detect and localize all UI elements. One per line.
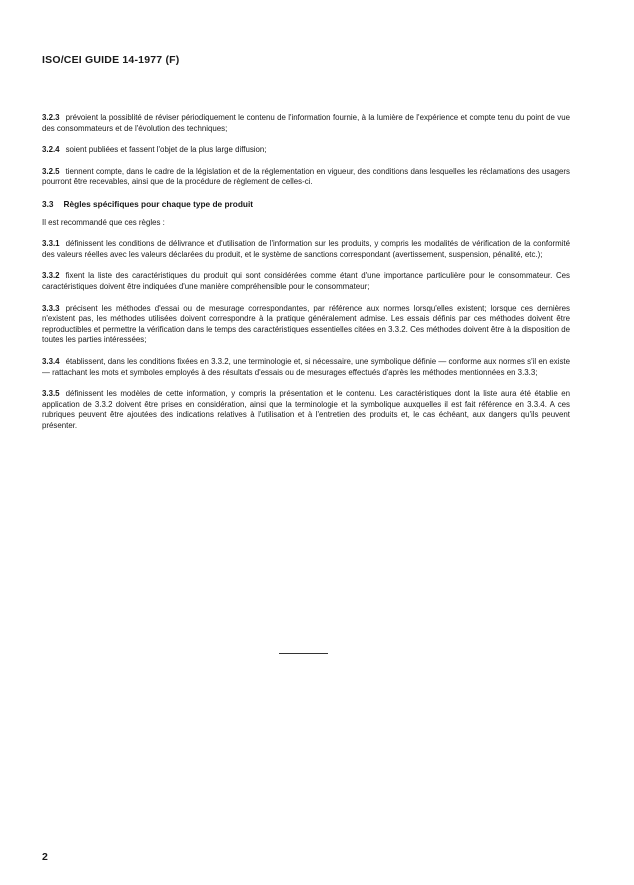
section-title: Règles spécifiques pour chaque type de produit (63, 198, 254, 209)
clause-number: 3.3.5 (42, 389, 60, 399)
end-rule-divider (279, 653, 328, 654)
clause-text: établissent, dans les conditions fixées en 3.3.2, une terminologie et, si nécessaire, une symbolique définie — conforme aux normes s'il en existe — rattachant les mots et symboles employés à des résultats d'essais ou de mesurages effectués d'après les méthodes mentionnées en 3.3.3; (42, 356, 570, 377)
clause-number: 3.2.5 (42, 166, 60, 176)
clause-number: 3.3.4 (42, 356, 60, 366)
clause-text: fixent la liste des caractéristiques du produit qui sont considérées comme étant d'une importance particulière pour le consommateur. Ces caractéristiques doivent être indiquées d'une manière compréhensible pour le consommateur; (42, 271, 570, 291)
clause-3-3-4 (42, 357, 570, 378)
clause-text: définissent les modèles de cette information, y compris la présentation et le contenu. Les caractéristiques dont la liste aura été établie en application de 3.3.2 doivent être prises en considération, ainsi que la terminologie et la symbolique auxquelles il est fait référence en 3.3.4. A ces rubriques peuvent être ajoutées des indications relatives à l'utilisation et à l'entretien des produits et, le cas échéant, aux dangers qu'ils peuvent présenter. (42, 389, 570, 430)
clause-3-2-3 (42, 113, 570, 134)
section-heading (42, 199, 570, 210)
clause-text: tiennent compte, dans le cadre de la législation et de la réglementation en vigueur, des conditions dans lesquelles les réclamations des usagers pourront être recevables, ainsi que de la procédure de règlement de celles-ci. (42, 166, 570, 187)
clause-number: 3.2.4 (42, 145, 60, 155)
clause-3-3-5 (42, 389, 570, 431)
clause-text: soient publiées et fassent l'objet de la plus large diffusion; (65, 145, 267, 155)
page-header: ISO/CEI GUIDE 14-1977 (F) (42, 54, 180, 66)
clause-number: 3.3.3 (42, 303, 60, 313)
clause-text: prévoient la possiblité de réviser périodiquement le contenu de l'information fournie, à la lumière de l'expérience et compte tenu du point de vue des consommateurs et de l'évolution des techniques; (42, 113, 570, 133)
clause-3-3-3 (42, 304, 570, 346)
clause-3-2-4 (42, 145, 570, 156)
document-body (42, 113, 570, 442)
section-number: 3.3 (42, 198, 54, 209)
clause-number: 3.2.3 (42, 113, 60, 122)
clause-number: 3.3.1 (42, 239, 60, 249)
clause-text: précisent les méthodes d'essai ou de mesurage correspondantes, par référence aux normes lorsqu'elles existent; lorsque ces dernières n'existent pas, les méthodes utilisées doivent correspondre à la pratique généralement admise. Les essais définis par ces méthodes doivent être reproductibles et permettre la vérification dans le temps des caractéristiques essentielles citées en 3.3.2. Ces méthodes doivent être à la disposition de toutes les parties intéressées; (42, 303, 570, 345)
clause-3-2-5 (42, 167, 570, 188)
clause-3-3-2 (42, 271, 570, 292)
clause-number: 3.3.2 (42, 271, 60, 281)
section-intro: Il est recommandé que ces règles : (42, 217, 165, 227)
clause-3-3-1 (42, 239, 570, 260)
clause-text: définissent les conditions de délivrance et d'utilisation de l'information sur les produits, y compris les modalités de vérification de la conformité des valeurs réelles avec les valeurs déclarées du produit, et le système de sanctions correspondant (avertissement, suspension, pénalité, etc.); (42, 239, 570, 259)
page-number: 2 (42, 851, 48, 863)
